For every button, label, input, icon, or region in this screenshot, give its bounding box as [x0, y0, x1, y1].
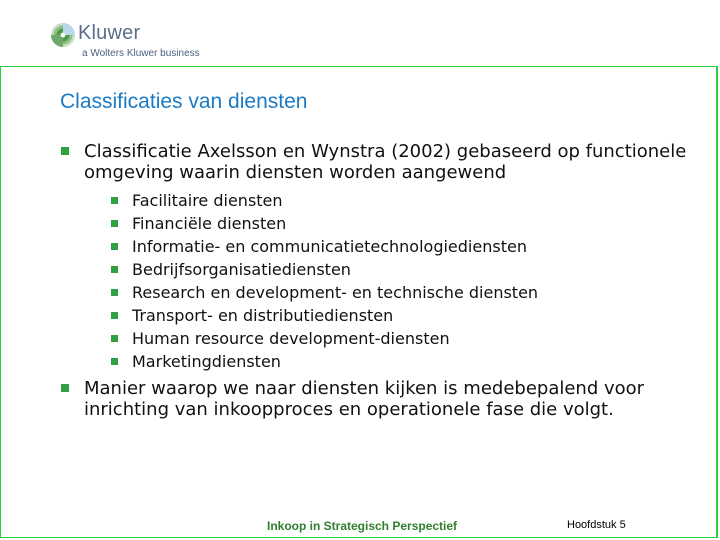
bullet-square-icon [111, 312, 118, 319]
sub-bullet-text: Financiële diensten [132, 214, 287, 233]
green-globe-logo-icon [50, 22, 76, 48]
slide-title: Classificaties van diensten [60, 90, 308, 113]
bullet-square-icon [61, 384, 69, 392]
bullet-square-icon [111, 197, 118, 204]
bullet-square-icon [111, 335, 118, 342]
bullet-square-icon [111, 358, 118, 365]
bullet-square-icon [111, 289, 118, 296]
sub-bullet-item [108, 350, 700, 373]
sub-bullet-item [108, 281, 700, 304]
bullet-text: Classificatie Axelsson en Wynstra (2002) gebaseerd op functionele omgeving waarin diensten worden aangewend [84, 141, 687, 183]
bullet-square-icon [61, 147, 69, 155]
sub-bullet-item [108, 304, 700, 327]
bullet-text: Manier waarop we naar diensten kijken is medebepalend voor inrichting van inkoopproces en operationele fase die volgt. [84, 378, 645, 420]
bullet-square-icon [111, 220, 118, 227]
sub-bullet-text: Research en development- en technische diensten [132, 283, 539, 302]
footer-chapter-label: Hoofdstuk 5 [567, 519, 626, 531]
sub-bullet-item [108, 235, 700, 258]
footer-course-title: Inkoop in Strategisch Perspectief [267, 519, 458, 533]
bullet-square-icon [111, 243, 118, 250]
sub-bullet-text: Human resource development-diensten [132, 329, 450, 348]
sub-bullet-text: Marketingdiensten [132, 352, 281, 371]
sub-bullet-text: Bedrijfsorganisatiediensten [132, 260, 351, 279]
kluwer-logo [50, 20, 250, 60]
sub-bullet-item [108, 212, 700, 235]
sub-bullet-item [108, 258, 700, 281]
sub-bullet-list [108, 189, 700, 373]
slide-content [60, 141, 700, 420]
sub-bullet-item [108, 327, 700, 350]
sub-bullet-text: Facilitaire diensten [132, 191, 283, 210]
logo-tagline: a Wolters Kluwer business [82, 48, 200, 59]
logo-wordmark: Kluwer [78, 22, 141, 44]
bullet-square-icon [111, 266, 118, 273]
sub-bullet-text: Transport- en distributiediensten [132, 306, 394, 325]
bullet-item [60, 378, 700, 420]
bullet-item [60, 141, 700, 373]
sub-bullet-item [108, 189, 700, 212]
sub-bullet-text: Informatie- en communicatietechnologiediensten [132, 237, 527, 256]
